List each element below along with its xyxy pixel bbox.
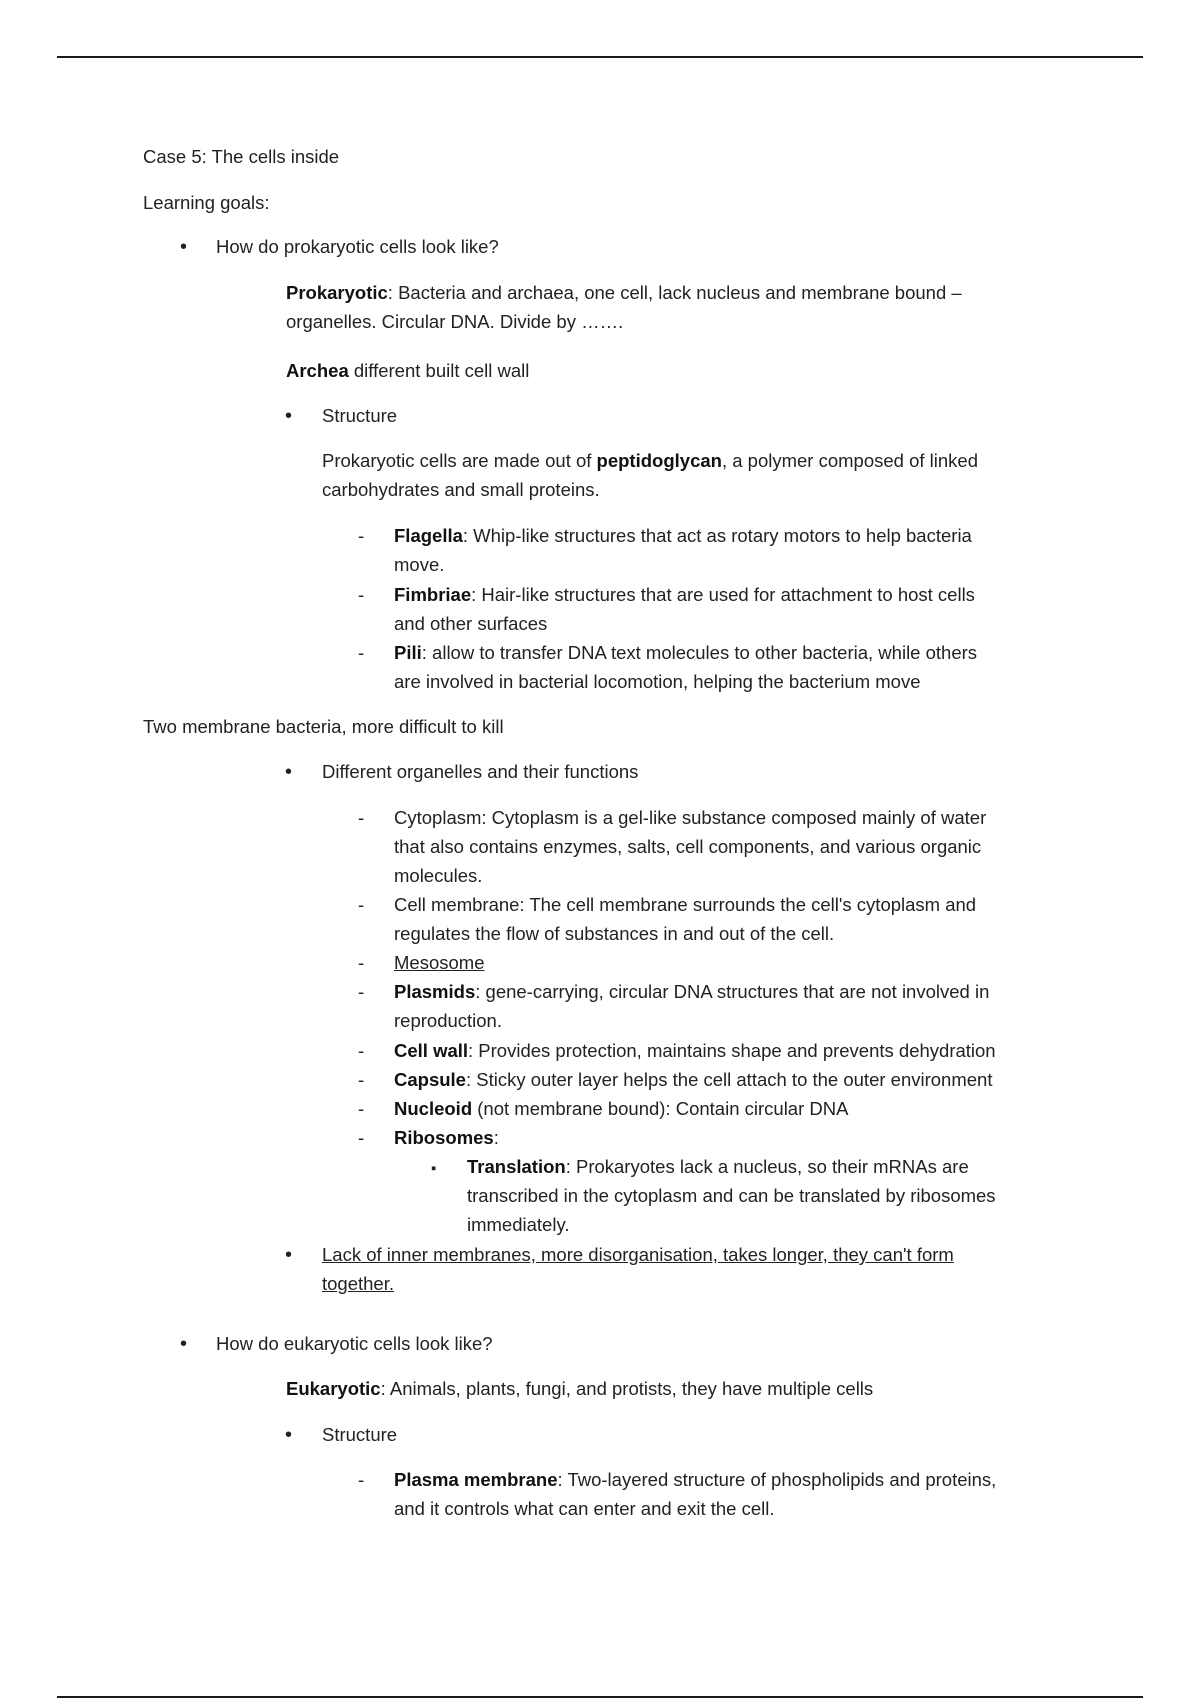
dash-marker xyxy=(358,1094,378,1123)
dash-marker xyxy=(358,1123,378,1152)
bullet-marker xyxy=(180,232,200,262)
dash-marker xyxy=(358,977,378,1006)
dash-marker xyxy=(358,1065,378,1094)
question-prokaryotic: How do prokaryotic cells look like? xyxy=(216,236,499,257)
lack-inner-membranes: Lack of inner membranes, more disorganisation, takes longer, they can't form together. xyxy=(322,1244,954,1294)
dash-marker xyxy=(358,803,378,832)
page-title: Case 5: The cells inside xyxy=(143,146,340,167)
peptidoglycan-paragraph: Prokaryotic cells are made out of peptidoglycan, a polymer composed of linked carbohydrates and small proteins. xyxy=(322,450,978,500)
dash-marker xyxy=(358,948,378,977)
dash-marker xyxy=(358,1465,378,1494)
two-membrane-note: Two membrane bacteria, more difficult to kill xyxy=(143,716,504,737)
bullet-marker xyxy=(285,1420,305,1450)
list-item-cell-membrane: Cell membrane: The cell membrane surrounds the cell's cytoplasm and regulates the flow of substances in and out of the cell. xyxy=(394,894,977,944)
learning-goals-label: Learning goals: xyxy=(143,192,270,213)
dash-marker xyxy=(358,580,378,609)
list-item-translation: Translation: Prokaryotes lack a nucleus, so their mRNAs are transcribed in the cytoplasm and can be translated by ribosomes immediately. xyxy=(467,1156,996,1235)
structure-heading: Structure xyxy=(322,405,398,426)
list-item-cytoplasm: Cytoplasm: Cytoplasm is a gel-like substance composed mainly of water that also contains enzymes, salts, cell components, and various organic molecules. xyxy=(394,807,987,886)
list-item-nucleoid: Nucleoid (not membrane bound): Contain circular DNA xyxy=(394,1098,849,1119)
bullet-marker xyxy=(285,401,305,431)
list-item-fimbriae: Fimbriae: Hair-like structures that are used for attachment to host cells and other surfaces xyxy=(394,584,975,634)
dash-marker xyxy=(358,521,378,550)
footer-rule xyxy=(57,1696,1143,1698)
list-item-flagella: Flagella: Whip-like structures that act as rotary motors to help bacteria move. xyxy=(394,525,972,575)
list-item-capsule: Capsule: Sticky outer layer helps the cell attach to the outer environment xyxy=(394,1069,993,1090)
list-item-pili: Pili: allow to transfer DNA text molecules to other bacteria, while others are involved in bacterial locomotion, helping the bacterium move xyxy=(394,642,978,692)
list-item-plasmids: Plasmids: gene-carrying, circular DNA structures that are not involved in reproduction. xyxy=(394,981,990,1031)
structure-heading-2: Structure xyxy=(322,1424,398,1445)
list-item-plasma-membrane: Plasma membrane: Two-layered structure of phospholipids and proteins, and it controls what can enter and exit the cell. xyxy=(394,1469,997,1519)
list-item-cell-wall: Cell wall: Provides protection, maintains shape and prevents dehydration xyxy=(394,1040,996,1061)
archea-definition: Archea different built cell wall xyxy=(286,360,530,381)
bullet-marker xyxy=(180,1329,200,1359)
bullet-marker xyxy=(285,757,305,787)
question-eukaryotic: How do eukaryotic cells look like? xyxy=(216,1333,493,1354)
organelles-heading: Different organelles and their functions xyxy=(322,761,639,782)
eukaryotic-definition: Eukaryotic: Animals, plants, fungi, and protists, they have multiple cells xyxy=(286,1378,874,1399)
dash-marker xyxy=(358,890,378,919)
bullet-marker xyxy=(285,1240,305,1270)
dash-marker xyxy=(358,638,378,667)
prokaryotic-definition: Prokaryotic: Bacteria and archaea, one cell, lack nucleus and membrane bound – organelles. Circular DNA. Divide by ……. xyxy=(286,282,962,332)
dash-marker xyxy=(358,1036,378,1065)
list-item-mesosome: Mesosome xyxy=(394,952,485,973)
square-bullet-marker xyxy=(431,1152,451,1183)
list-item-ribosomes: Ribosomes: xyxy=(394,1127,499,1148)
